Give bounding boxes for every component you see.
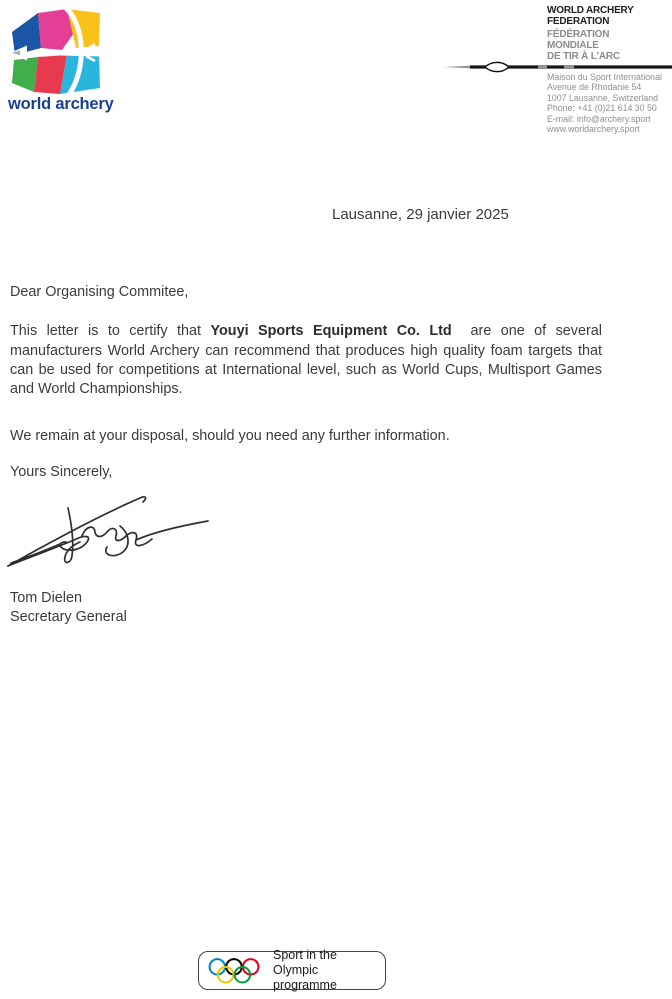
org-name-en-line2: FEDERATION [547,16,610,27]
world-archery-logo-icon [10,8,102,96]
certification-paragraph [10,322,602,399]
badge-text [273,948,385,993]
signature-block [10,589,127,627]
olympic-programme-badge [198,948,386,992]
federation-address [547,72,662,134]
dateline: Lausanne, 29 janvier 2025 [332,206,509,223]
address-line: 1007 Lausanne, Switzerland [547,92,659,103]
address-line: E-mail: info@archery.sport [547,113,651,124]
address-line: www.worldarchery.sport [547,124,640,135]
closing: Yours Sincerely, [10,463,113,480]
address-line: Maison du Sport International [547,72,662,82]
para1-suffix: are one of several manufacturers World Archery can recommend that produces high quality foam targets that can be used for competitions at International level, such as World Cups, Multisport Games and World Championships. [10,323,602,398]
signer-title: Secretary General [10,609,127,625]
company-name: Youyi Sports Equipment Co. Ltd [210,323,452,340]
org-name-fr-line1: FÉDÉRATION [547,29,610,40]
address-line: Phone: +41 (0)21 614 30 50 [547,103,657,114]
federation-names [547,5,634,62]
disposal-paragraph: We remain at your disposal, should you need any further information. [10,428,450,445]
olympic-rings-icon [208,957,260,985]
org-name-en-line1: WORLD ARCHERY [547,5,634,16]
handwritten-signature-icon [2,486,214,572]
salutation: Dear Organising Commitee, [10,284,189,300]
para1-prefix: This letter is to certify that [10,323,211,340]
badge-line2: Olympic programme [273,963,337,992]
address-line: Avenue de Rhodanie 54 [547,82,642,93]
signer-name: Tom Dielen [10,590,82,606]
org-name-fr-line2: MONDIALE [547,40,599,51]
badge-line1: Sport in the [273,948,337,962]
letter-body [10,283,602,482]
logo-wordmark: world archery [8,95,114,113]
org-name-fr-line3: DE TIR À L'ARC [547,51,620,62]
